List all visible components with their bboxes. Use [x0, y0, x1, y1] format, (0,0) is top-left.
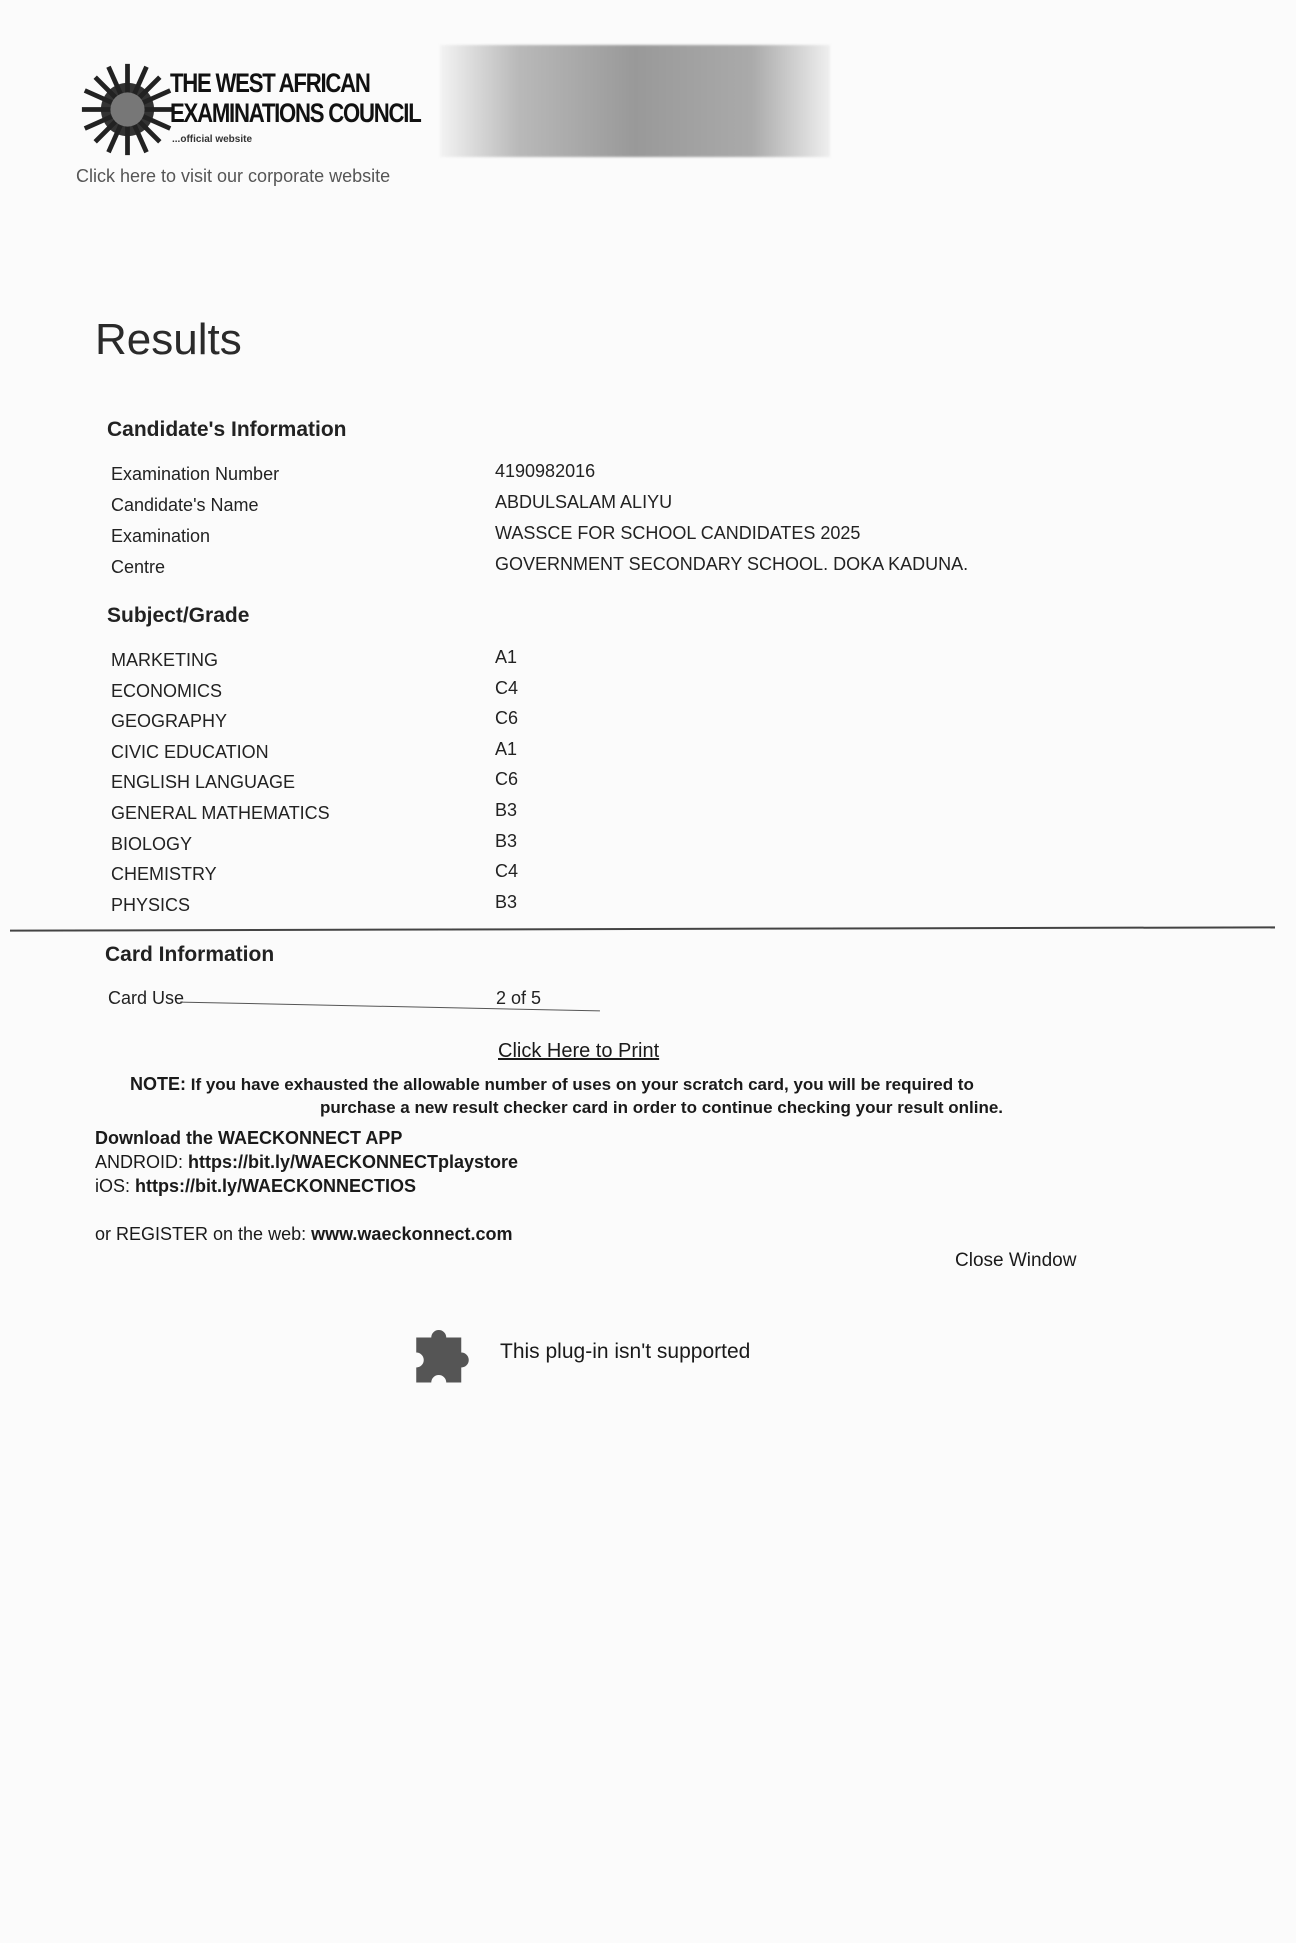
print-link[interactable]: Click Here to Print [498, 1040, 660, 1062]
subject-grade: C4 [495, 861, 519, 882]
note-line-2: purchase a new result checker card in order to continue checking your result online. [320, 1098, 1004, 1117]
subject-grade: A1 [495, 647, 518, 667]
subject-name: GEOGRAPHY [111, 711, 228, 732]
corporate-website-link[interactable]: Click here to visit our corporate website [76, 166, 391, 186]
ios-link-line: iOS: https://bit.ly/WAECKONNECTIOS [95, 1176, 417, 1196]
subject-grade: C6 [495, 769, 519, 790]
candidate-field-label: Examination [111, 526, 211, 546]
waec-logo-icon [80, 62, 175, 157]
close-window-button[interactable]: Close Window [955, 1250, 1077, 1271]
plugin-unsupported-message: This plug-in isn't supported [500, 1340, 751, 1363]
card-use-label: Card Use [108, 988, 185, 1008]
subject-name: PHYSICS [111, 894, 191, 915]
subject-grade: C6 [495, 708, 519, 729]
subject-grade: B3 [495, 800, 518, 820]
subject-grade: B3 [495, 830, 518, 851]
scan-fold-line [10, 926, 1275, 931]
register-link[interactable]: www.waeckonnect.com [311, 1224, 513, 1244]
candidate-field-value: 4190982016 [495, 461, 596, 481]
subject-grade: C4 [495, 677, 519, 698]
subject-grade: A1 [495, 738, 518, 759]
android-link-line: ANDROID: https://bit.ly/WAECKONNECTplaystore [95, 1152, 519, 1172]
header-banner-image [440, 45, 830, 157]
page-title: Results [95, 315, 242, 364]
subject-grade-heading: Subject/Grade [107, 604, 250, 627]
ios-link[interactable]: https://bit.ly/WAECKONNECTIOS [135, 1176, 417, 1196]
candidate-field-label: Centre [111, 557, 166, 577]
candidate-field-value: ABDULSALAM ALIYU [495, 492, 673, 512]
candidate-field-label: Examination Number [111, 464, 280, 484]
android-link[interactable]: https://bit.ly/WAECKONNECTplaystore [188, 1152, 519, 1172]
org-name: THE WEST AFRICAN EXAMINATIONS COUNCIL [170, 68, 421, 128]
app-title: Download the WAECKONNECT APP [95, 1128, 403, 1148]
candidate-info-heading: Candidate's Information [107, 418, 347, 441]
card-use-value: 2 of 5 [496, 988, 542, 1008]
subject-name: ECONOMICS [111, 680, 223, 701]
candidate-field-value: GOVERNMENT SECONDARY SCHOOL. DOKA KADUNA. [495, 554, 969, 574]
candidate-field-value: WASSCE FOR SCHOOL CANDIDATES 2025 [495, 523, 861, 543]
card-info-heading: Card Information [105, 943, 275, 966]
note-line-1: NOTE: If you have exhausted the allowable number of uses on your scratch card, you will be required to [130, 1074, 974, 1094]
puzzle-plugin-icon [405, 1315, 480, 1390]
register-line: or REGISTER on the web: www.waeckonnect.com [95, 1224, 513, 1244]
subject-name: CHEMISTRY [111, 864, 217, 885]
subject-grade: B3 [495, 891, 518, 912]
subject-name: ENGLISH LANGUAGE [111, 772, 296, 793]
candidate-field-label: Candidate's Name [111, 495, 259, 515]
org-subtitle: ...official website [172, 134, 253, 145]
subject-name: MARKETING [111, 650, 219, 670]
subject-name: CIVIC EDUCATION [111, 741, 269, 762]
subject-name: BIOLOGY [111, 833, 193, 854]
subject-name: GENERAL MATHEMATICS [111, 803, 330, 823]
